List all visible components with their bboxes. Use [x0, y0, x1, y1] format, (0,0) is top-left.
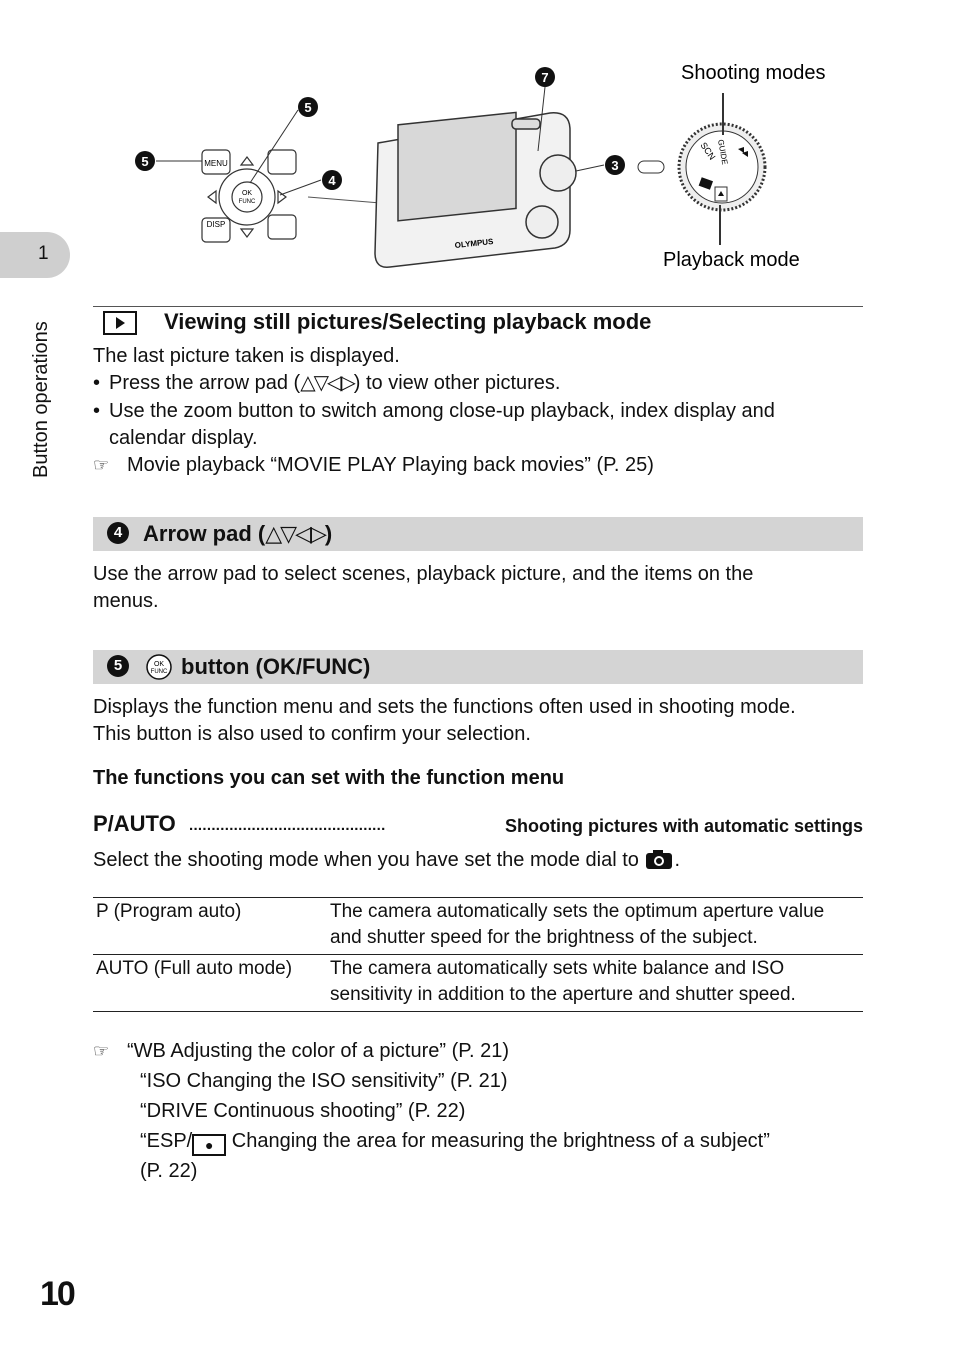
ok-func-section-title: button (OK/FUNC) [181, 654, 371, 679]
arrow-pad-body-line1: Use the arrow pad to select scenes, playback picture, and the items on the [93, 563, 754, 585]
page-number: 10 [40, 1275, 74, 1313]
ok-button-label: OK [241, 190, 253, 197]
section-number-4: 4 [107, 522, 129, 544]
chapter-tab [0, 232, 70, 278]
section-number-5: 5 [107, 655, 129, 677]
chapter-label: Button operations [30, 321, 52, 478]
ok-func-body-line1: Displays the function menu and sets the functions often used in shooting mode. [93, 696, 796, 718]
ok-func-button-icon [145, 653, 173, 681]
menu-button-label: MENU [204, 159, 228, 168]
dial-scn-mark: SCN [698, 140, 718, 162]
func-button-label: FUNC [238, 199, 256, 205]
playback-icon [103, 311, 137, 335]
chapter-number: 1 [38, 243, 49, 264]
camera-diagram [130, 55, 860, 285]
playback-bullet-2-line2: calendar display. [109, 427, 258, 449]
svg-text:FUNC: FUNC [150, 669, 168, 675]
playback-intro: The last picture taken is displayed. [93, 345, 400, 367]
reference-esp-page: (P. 22) [140, 1160, 198, 1182]
pauto-label: P/AUTO [93, 811, 176, 836]
reference-wb: “WB Adjusting the color of a picture” (P. 21) [127, 1040, 510, 1062]
reference-drive: “DRIVE Continuous shooting” (P. 22) [140, 1100, 466, 1122]
reference-hand-icon: ☞ [93, 455, 110, 475]
camera-mode-icon [644, 848, 674, 870]
playback-mode-label: Playback mode [663, 249, 800, 271]
pauto-leader-dots: ............................................ [189, 817, 386, 834]
pauto-entry [93, 811, 863, 841]
mode-table [93, 897, 863, 1012]
callout-5: 5 [304, 100, 312, 115]
svg-text:OK: OK [153, 661, 165, 668]
function-menu-subheading: The functions you can set with the function menu [93, 767, 565, 789]
arrow-pad-body-line2: menus. [93, 590, 159, 612]
playback-bullet-2: • Use the zoom button to switch among close-up playback, index display and calendar display. [93, 398, 100, 425]
arrow-pad-section-header [93, 517, 863, 551]
arrow-pad-section-title: Arrow pad (△▽◁▷) [143, 521, 333, 546]
arrow-pad-icons: △▽◁▷ [300, 372, 354, 394]
mode-dial [679, 93, 765, 245]
references [93, 1036, 770, 1186]
table-cell-description: The camera automatically sets the optimum aperture value and shutter speed for the brightness of the subject. [327, 898, 863, 955]
shooting-mode-instruction: Select the shooting mode when you have set the mode dial to . [93, 849, 681, 871]
callout-7: 7 [541, 70, 549, 85]
reference-hand-icon: ☞ [93, 1041, 110, 1061]
playback-bullet-1: • Press the arrow pad (△▽◁▷) to view other pictures. [93, 372, 561, 394]
ok-func-body-line2: This button is also used to confirm your selection. [93, 723, 531, 745]
brand-logo: OLYMPUS [454, 236, 494, 250]
playback-section-header [93, 306, 863, 340]
table-cell-description: The camera automatically sets white balance and ISO sensitivity in addition to the aperture and shutter speed. [327, 955, 863, 1012]
reference-iso: “ISO Changing the ISO sensitivity” (P. 21) [140, 1070, 508, 1092]
callout-4: 4 [328, 173, 336, 188]
callout-3: 3 [611, 158, 619, 173]
playback-bullet-2-line1: Use the zoom button to switch among close-up playback, index display and [109, 400, 775, 422]
playback-reference: ☞ Movie playback “MOVIE PLAY Playing back movies” (P. 25) [93, 452, 654, 479]
reference-esp: “ESP/ ● Changing the area for measuring the brightness of a subject” [93, 1126, 770, 1156]
table-cell-mode: P (Program auto) [93, 898, 327, 955]
disp-button-label: DISP [206, 220, 226, 229]
table-cell-mode: AUTO (Full auto mode) [93, 955, 327, 1012]
playback-section-title: Viewing still pictures/Selecting playback mode [164, 309, 652, 334]
callout-6: 5 [141, 154, 149, 169]
table-row [93, 955, 863, 1012]
ok-func-section-header [93, 650, 863, 684]
spot-metering-icon: ● [192, 1134, 226, 1156]
dial-guide-mark: GUIDE [716, 138, 730, 166]
pauto-description: Shooting pictures with automatic settings [504, 816, 863, 836]
arrow-pad-icons: △▽◁▷ [265, 521, 325, 546]
shooting-modes-label: Shooting modes [681, 62, 826, 84]
table-row [93, 898, 863, 955]
